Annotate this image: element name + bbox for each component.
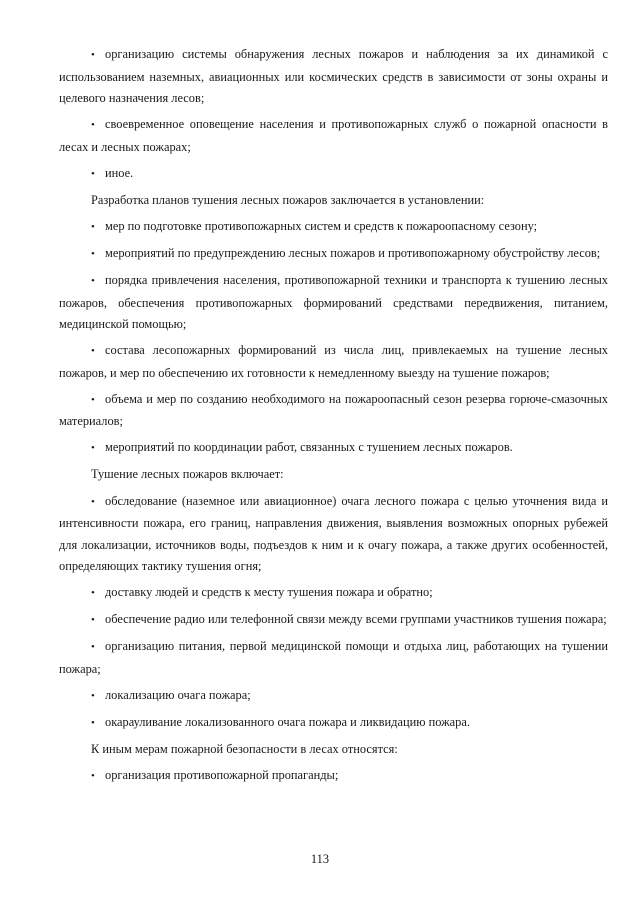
- bullet-icon: •: [91, 220, 95, 233]
- bullet-item: [59, 270, 608, 336]
- paragraph-text: Разработка планов тушения лесных пожаров заключается в установлении:: [91, 192, 485, 207]
- page-body: [59, 44, 608, 792]
- bullet-item: [59, 163, 608, 186]
- bullet-icon: •: [91, 393, 95, 406]
- bullet-icon: •: [91, 641, 95, 654]
- page-number: 113: [310, 852, 330, 866]
- bullet-item: [59, 44, 608, 110]
- bullet-icon: •: [91, 442, 95, 455]
- intro-paragraph: [59, 739, 608, 761]
- bullet-item: [59, 216, 608, 239]
- paragraph-text: порядка привлечения населения, противопожарной техники и транспорта к тушению лесных пожаров, обеспечения противопожарных формирований средствами передвижения, питанием, медицинской помощью;: [59, 273, 608, 332]
- paragraph-text: организация противопожарной пропаганды;: [105, 768, 339, 783]
- bullet-icon: •: [91, 247, 95, 260]
- bullet-item: [59, 243, 608, 266]
- paragraph-text: организацию системы обнаружения лесных пожаров и наблюдения за их динамикой с использованием наземных, авиационных или космических средств в зависимости от зоны охраны и целевого назначения лесов;: [59, 47, 608, 105]
- bullet-icon: •: [91, 770, 95, 783]
- bullet-item: [59, 609, 608, 632]
- paragraph-text: мероприятий по координации работ, связанных с тушением лесных пожаров.: [105, 440, 513, 455]
- bullet-icon: •: [91, 587, 95, 600]
- paragraph-text: мер по подготовке противопожарных систем и средств к пожароопасному сезону;: [105, 218, 538, 233]
- bullet-icon: •: [91, 119, 95, 132]
- bullet-icon: •: [91, 614, 95, 627]
- bullet-item: [59, 114, 608, 158]
- bullet-icon: •: [91, 49, 95, 61]
- paragraph-text: локализацию очага пожара;: [105, 687, 251, 702]
- bullet-item: [59, 765, 608, 788]
- bullet-item: [59, 685, 608, 708]
- intro-paragraph: [59, 190, 608, 212]
- paragraph-text: иное.: [105, 165, 134, 180]
- intro-paragraph: [59, 464, 608, 486]
- paragraph-text: Тушение лесных пожаров включает:: [91, 467, 284, 482]
- bullet-icon: •: [91, 689, 95, 702]
- bullet-item: [59, 340, 608, 384]
- bullet-icon: •: [91, 275, 95, 288]
- bullet-item: [59, 389, 608, 433]
- bullet-icon: •: [91, 495, 95, 508]
- bullet-item: [59, 437, 608, 460]
- bullet-item: [59, 491, 608, 578]
- paragraph-text: мероприятий по предупреждению лесных пожаров и противопожарному обустройству лесов;: [105, 245, 601, 260]
- paragraph-text: окарауливание локализованного очага пожара и ликвидацию пожара.: [105, 715, 470, 729]
- bullet-item: [59, 712, 608, 735]
- paragraph-text: организацию питания, первой медицинской помощи и отдыха лиц, работающих на тушении пожара;: [59, 639, 608, 676]
- paragraph-text: объема и мер по созданию необходимого на пожароопасный сезон резерва горюче-смазочных материалов;: [59, 391, 608, 429]
- paragraph-text: обеспечение радио или телефонной связи между всеми группами участников тушения пожара;: [105, 612, 607, 627]
- paragraph-text: своевременное оповещение населения и противопожарных служб о пожарной опасности в лесах и лесных пожарах;: [59, 117, 608, 154]
- bullet-icon: •: [91, 717, 95, 729]
- paragraph-text: обследование (наземное или авиационное) очага лесного пожара с целью уточнения вида и интенсивности пожара, его границ, направления движения, выявления возможных опорных рубежей для локализации, источников воды, подъездов к ним и к очагу пожара, а также других особенностей, определяющих тактику тушения огня;: [59, 493, 608, 574]
- bullet-icon: •: [91, 345, 95, 358]
- bullet-item: [59, 582, 608, 605]
- bullet-icon: •: [91, 167, 95, 180]
- paragraph-text: К иным мерам пожарной безопасности в лесах относятся:: [91, 742, 398, 757]
- paragraph-text: доставку людей и средств к месту тушения пожара и обратно;: [105, 585, 433, 600]
- paragraph-text: состава лесопожарных формирований из числа лиц, привлекаемых на тушение лесных пожаров, и мер по обеспечению их готовности к немедленному выезду на тушение пожаров;: [59, 343, 608, 380]
- bullet-item: [59, 636, 608, 680]
